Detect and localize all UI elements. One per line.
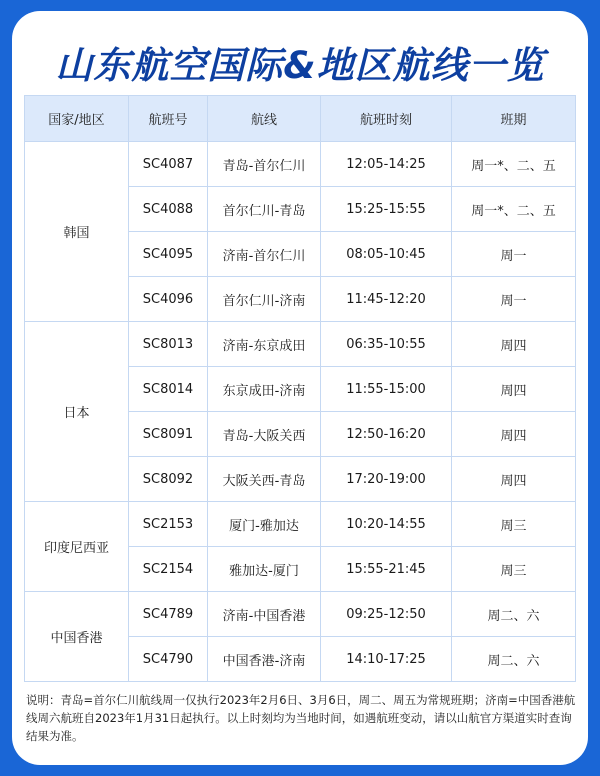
flight-no-cell: SC8014 <box>129 367 208 412</box>
time-cell: 12:05-14:25 <box>321 142 452 187</box>
days-cell: 周四 <box>452 367 576 412</box>
flight-no-cell: SC8092 <box>129 457 208 502</box>
region-cell: 印度尼西亚 <box>25 502 129 592</box>
table-row <box>25 502 576 547</box>
route-cell: 东京成田-济南 <box>208 367 321 412</box>
flight-no-cell: SC8091 <box>129 412 208 457</box>
table-header-row <box>25 96 576 142</box>
flight-table <box>24 95 576 682</box>
flight-no-cell: SC4789 <box>129 592 208 637</box>
route-cell: 雅加达-厦门 <box>208 547 321 592</box>
days-cell: 周二、六 <box>452 637 576 682</box>
route-cell: 大阪关西-青岛 <box>208 457 321 502</box>
days-cell: 周一 <box>452 277 576 322</box>
route-cell: 青岛-首尔仁川 <box>208 142 321 187</box>
route-cell: 济南-中国香港 <box>208 592 321 637</box>
flight-no-cell: SC4096 <box>129 277 208 322</box>
time-cell: 08:05-10:45 <box>321 232 452 277</box>
route-cell: 青岛-大阪关西 <box>208 412 321 457</box>
time-cell: 14:10-17:25 <box>321 637 452 682</box>
header-flight-no: 航班号 <box>129 96 208 142</box>
route-cell: 济南-东京成田 <box>208 322 321 367</box>
route-cell: 济南-首尔仁川 <box>208 232 321 277</box>
flight-no-cell: SC4790 <box>129 637 208 682</box>
flight-no-cell: SC4095 <box>129 232 208 277</box>
flight-no-cell: SC8013 <box>129 322 208 367</box>
footnote: 说明：青岛=首尔仁川航线周一仅执行2023年2月6日、3月6日，周二、周五为常规班期；济南=中国香港航线周六航班自2023年1月31日起执行。以上时刻均为当地时间，如遇航班变动，请以山航官方渠道实时查询结果为准。 <box>26 693 576 743</box>
time-cell: 10:20-14:55 <box>321 502 452 547</box>
time-cell: 12:50-16:20 <box>321 412 452 457</box>
time-cell: 06:35-10:55 <box>321 322 452 367</box>
time-cell: 15:55-21:45 <box>321 547 452 592</box>
days-cell: 周四 <box>452 412 576 457</box>
flight-table-wrapper <box>24 95 575 682</box>
route-cell: 中国香港-济南 <box>208 637 321 682</box>
schedule-card <box>12 11 588 765</box>
days-cell: 周一*、二、五 <box>452 187 576 232</box>
table-row <box>25 142 576 187</box>
days-cell: 周四 <box>452 457 576 502</box>
time-cell: 11:45-12:20 <box>321 277 452 322</box>
time-cell: 09:25-12:50 <box>321 592 452 637</box>
route-cell: 首尔仁川-济南 <box>208 277 321 322</box>
flight-no-cell: SC2153 <box>129 502 208 547</box>
days-cell: 周二、六 <box>452 592 576 637</box>
table-row <box>25 322 576 367</box>
time-cell: 15:25-15:55 <box>321 187 452 232</box>
flight-no-cell: SC4088 <box>129 187 208 232</box>
table-row <box>25 592 576 637</box>
days-cell: 周三 <box>452 502 576 547</box>
region-cell: 日本 <box>25 322 129 502</box>
flight-no-cell: SC4087 <box>129 142 208 187</box>
days-cell: 周四 <box>452 322 576 367</box>
region-cell: 韩国 <box>25 142 129 322</box>
days-cell: 周一 <box>452 232 576 277</box>
route-cell: 首尔仁川-青岛 <box>208 187 321 232</box>
header-region: 国家/地区 <box>25 96 129 142</box>
days-cell: 周三 <box>452 547 576 592</box>
header-route: 航线 <box>208 96 321 142</box>
page-title: 山东航空国际&地区航线一览 <box>55 44 545 87</box>
days-cell: 周一*、二、五 <box>452 142 576 187</box>
time-cell: 11:55-15:00 <box>321 367 452 412</box>
route-cell: 厦门-雅加达 <box>208 502 321 547</box>
header-time: 航班时刻 <box>321 96 452 142</box>
flight-no-cell: SC2154 <box>129 547 208 592</box>
header-days: 班期 <box>452 96 576 142</box>
region-cell: 中国香港 <box>25 592 129 682</box>
time-cell: 17:20-19:00 <box>321 457 452 502</box>
